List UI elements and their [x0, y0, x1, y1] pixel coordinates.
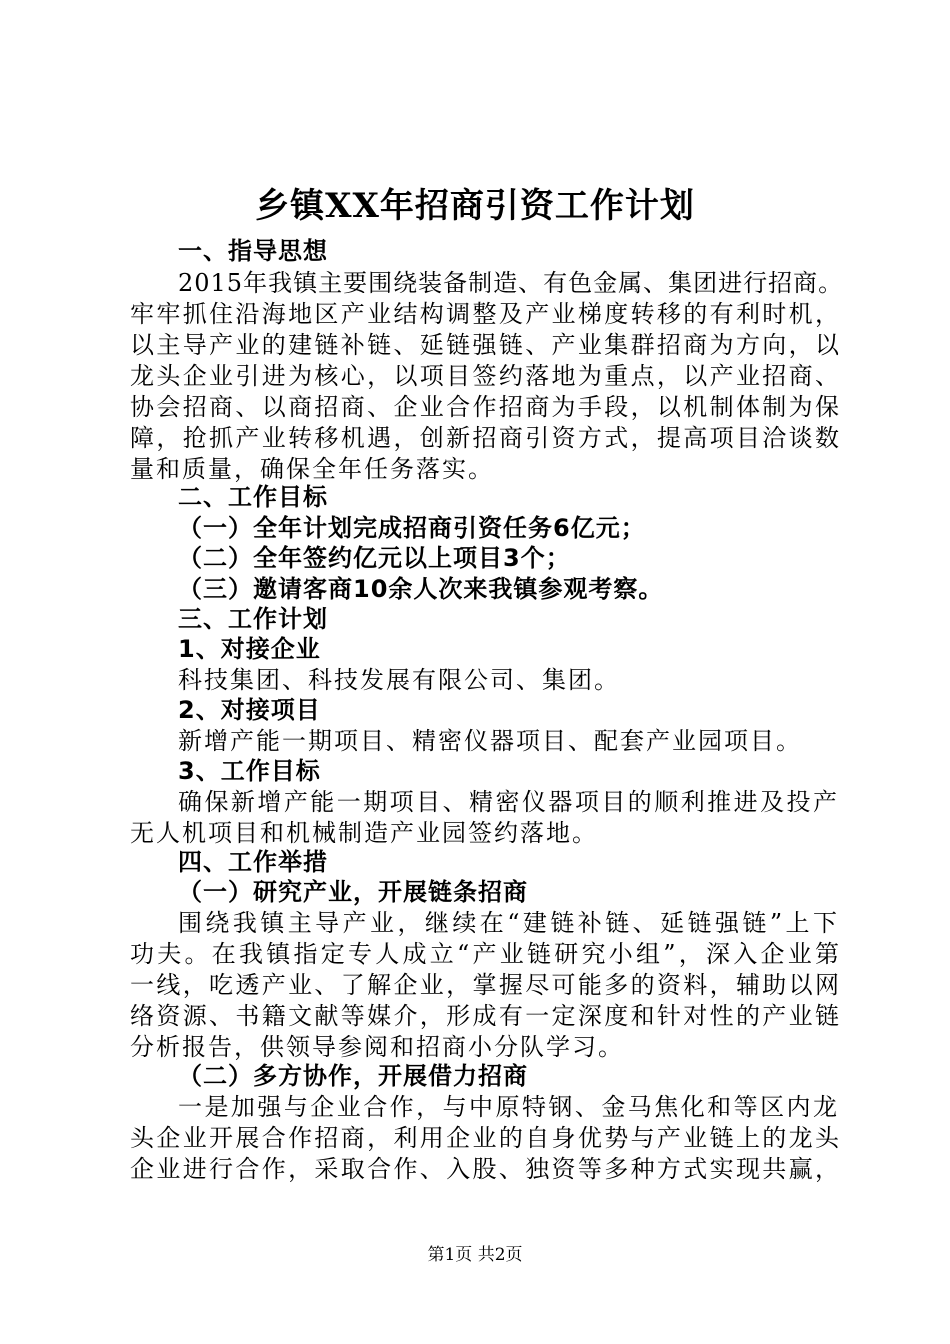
document-title: 乡镇XX年招商引资工作计划 [255, 186, 695, 226]
goal-item: （三）邀请客商10余人次来我镇参观考察。 [178, 575, 664, 603]
paragraph-line: 无人机项目和机械制造产业园签约落地。 [130, 819, 598, 847]
goal-item: （二）全年签约亿元以上项目3个； [178, 544, 571, 572]
paragraph-line: 一是加强与企业合作，与中原特钢、金马焦化和等区内龙 [178, 1093, 838, 1121]
paragraph-line: 科技集团、科技发展有限公司、集团。 [178, 666, 620, 694]
section-heading-2: 二、工作目标 [178, 483, 328, 511]
subsection-heading: （一）研究产业，开展链条招商 [178, 878, 528, 906]
paragraph-line: 头企业开展合作招商，利用企业的自身优势与产业链上的龙头 [130, 1124, 840, 1152]
page-footer: 第1页 共2页 [427, 1245, 523, 1265]
paragraph-line: 协会招商、以商招商、企业合作招商为手段，以机制体制为保 [130, 393, 840, 421]
paragraph-line: 以主导产业的建链补链、延链强链、产业集群招商为方向，以 [130, 331, 840, 359]
goal-item: （一）全年计划完成招商引资任务6亿元； [178, 514, 646, 542]
subsection-heading: 3、工作目标 [178, 757, 321, 785]
paragraph-line: 龙头企业引进为核心，以项目签约落地为重点，以产业招商、 [130, 362, 840, 390]
paragraph-line: 络资源、书籍文献等媒介，形成有一定深度和针对性的产业链 [130, 1002, 840, 1030]
subsection-heading: 2、对接项目 [178, 696, 321, 724]
paragraph-line: 功夫。在我镇指定专人成立“产业链研究小组”，深入企业第 [130, 940, 840, 968]
paragraph-line: 企业进行合作，采取合作、入股、独资等多种方式实现共赢， [130, 1155, 840, 1183]
paragraph-line: 2015年我镇主要围绕装备制造、有色金属、集团进行招商。 [178, 269, 844, 297]
paragraph-line: 分析报告，供领导参阅和招商小分队学习。 [130, 1033, 624, 1061]
section-heading-3: 三、工作计划 [178, 605, 328, 633]
section-heading-1: 一、指导思想 [178, 237, 328, 265]
subsection-heading: 1、对接企业 [178, 635, 321, 663]
paragraph-line: 牢牢抓住沿海地区产业结构调整及产业梯度转移的有利时机， [130, 300, 840, 328]
paragraph-line: 围绕我镇主导产业，继续在“建链补链、延链强链”上下 [178, 909, 838, 937]
paragraph-line: 量和质量，确保全年任务落实。 [130, 455, 494, 483]
paragraph-line: 确保新增产能一期项目、精密仪器项目的顺利推进及投产 [178, 788, 838, 816]
section-heading-4: 四、工作举措 [178, 848, 328, 876]
paragraph-line: 一线，吃透产业、了解企业，掌握尽可能多的资料，辅助以网 [130, 971, 840, 999]
subsection-heading: （二）多方协作，开展借力招商 [178, 1062, 528, 1090]
paragraph-line: 新增产能一期项目、精密仪器项目、配套产业园项目。 [178, 727, 802, 755]
paragraph-line: 障，抢抓产业转移机遇，创新招商引资方式，提高项目洽谈数 [130, 424, 840, 452]
